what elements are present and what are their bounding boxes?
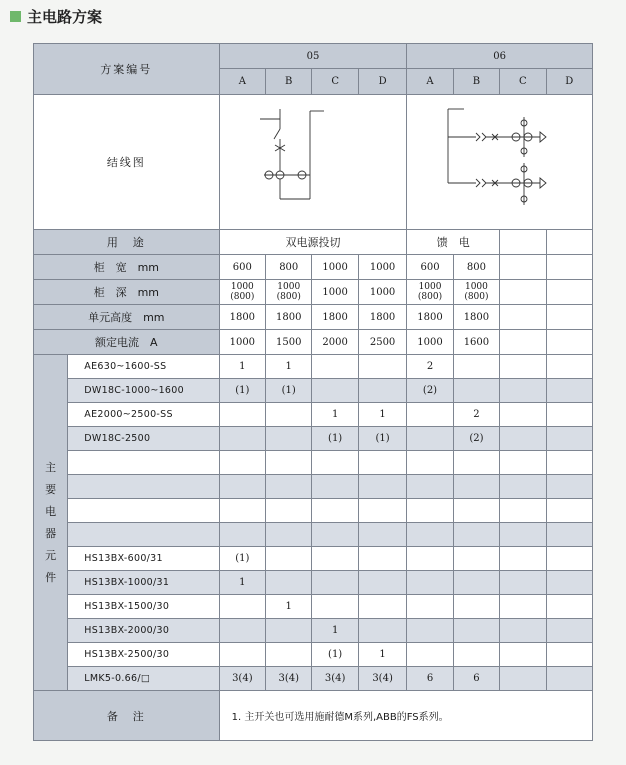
spec-cell-line: (800) — [464, 292, 489, 302]
component-qty — [266, 403, 312, 427]
component-qty — [546, 595, 592, 619]
component-qty — [407, 403, 453, 427]
component-qty: 1 — [312, 619, 358, 643]
feeder-diagram-icon — [408, 101, 592, 221]
component-qty: 1 — [266, 595, 312, 619]
spec-cell — [219, 280, 265, 305]
column-header-05-b: B — [266, 69, 312, 95]
component-qty: 3(4) — [219, 667, 265, 691]
component-qty — [500, 451, 546, 475]
spec-cell — [500, 305, 546, 330]
component-qty — [500, 379, 546, 403]
component-qty — [453, 475, 499, 499]
component-model: LMK5-0.66/□ — [68, 667, 219, 691]
component-qty — [358, 451, 406, 475]
component-qty — [546, 643, 592, 667]
component-model — [68, 475, 219, 499]
component-qty — [266, 643, 312, 667]
spec-cell: 2000 — [312, 330, 358, 355]
component-qty — [453, 619, 499, 643]
component-qty — [453, 547, 499, 571]
spec-cell: 1000 — [312, 255, 358, 280]
component-qty — [500, 403, 546, 427]
spec-cell: 1800 — [266, 305, 312, 330]
component-qty — [500, 643, 546, 667]
component-qty: 2 — [453, 403, 499, 427]
component-qty: 3(4) — [266, 667, 312, 691]
component-qty — [500, 427, 546, 451]
component-qty: 3(4) — [312, 667, 358, 691]
component-qty — [266, 571, 312, 595]
component-qty: (1) — [358, 427, 406, 451]
component-qty: (1) — [312, 427, 358, 451]
component-qty — [358, 523, 406, 547]
wiring-diagram-label: 结线图 — [34, 95, 220, 230]
component-qty — [500, 499, 546, 523]
component-qty — [453, 595, 499, 619]
spec-cell-line: (800) — [417, 292, 443, 302]
wiring-diagram-06 — [407, 95, 593, 230]
column-header-05-d: D — [358, 69, 406, 95]
section-label-char: 电 — [45, 504, 57, 518]
spec-cell: 1800 — [407, 305, 453, 330]
section-label-char: 件 — [45, 570, 57, 584]
spec-cell: 1000 — [407, 330, 453, 355]
column-header-06-d: D — [546, 69, 592, 95]
component-qty — [407, 571, 453, 595]
component-model: HS13BX-1500/30 — [68, 595, 219, 619]
component-qty — [500, 547, 546, 571]
component-model: AE630~1600-SS — [68, 355, 219, 379]
section-label-char: 器 — [45, 526, 57, 540]
remarks-label: 备 注 — [34, 691, 220, 741]
component-qty — [358, 571, 406, 595]
spec-cell — [500, 255, 546, 280]
component-qty — [312, 379, 358, 403]
scheme-number-label: 方案编号 — [34, 44, 220, 95]
spec-cell: 1000 — [358, 280, 406, 305]
component-qty — [500, 475, 546, 499]
spec-cell — [546, 255, 592, 280]
dual-power-switching-diagram-icon — [220, 101, 406, 221]
component-qty — [358, 355, 406, 379]
component-qty — [312, 571, 358, 595]
component-qty — [546, 667, 592, 691]
spec-cell: 800 — [453, 255, 499, 280]
component-qty — [500, 667, 546, 691]
component-qty: 1 — [219, 355, 265, 379]
group-05-header: 05 — [219, 44, 407, 69]
component-qty — [219, 595, 265, 619]
page-title — [10, 4, 102, 28]
components-section-label — [34, 355, 68, 691]
spec-cell: 1800 — [312, 305, 358, 330]
spec-label: 柜 深 mm — [34, 280, 220, 305]
component-model — [68, 451, 219, 475]
component-model: HS13BX-600/31 — [68, 547, 219, 571]
component-qty: 1 — [358, 403, 406, 427]
component-qty — [407, 643, 453, 667]
column-header-06-b: B — [453, 69, 499, 95]
spec-cell — [453, 280, 499, 305]
component-qty — [546, 475, 592, 499]
component-qty: (1) — [312, 643, 358, 667]
spec-cell — [500, 330, 546, 355]
component-qty — [453, 643, 499, 667]
component-model: HS13BX-1000/31 — [68, 571, 219, 595]
spec-cell: 1000 — [312, 280, 358, 305]
component-qty — [453, 451, 499, 475]
component-qty — [407, 619, 453, 643]
component-qty — [546, 451, 592, 475]
component-qty — [219, 643, 265, 667]
spec-cell — [546, 305, 592, 330]
component-qty — [546, 571, 592, 595]
wiring-diagram-05 — [219, 95, 407, 230]
section-label-char: 元 — [45, 548, 57, 562]
spec-cell: 600 — [219, 255, 265, 280]
component-qty — [266, 499, 312, 523]
component-qty — [546, 523, 592, 547]
main-circuit-table — [33, 43, 593, 741]
spec-label: 柜 宽 mm — [34, 255, 220, 280]
component-qty — [546, 619, 592, 643]
component-qty — [358, 475, 406, 499]
group-06-header: 06 — [407, 44, 593, 69]
component-qty — [407, 451, 453, 475]
spec-cell: 800 — [266, 255, 312, 280]
component-qty — [219, 451, 265, 475]
component-model: AE2000~2500-SS — [68, 403, 219, 427]
spec-cell — [266, 280, 312, 305]
component-qty — [266, 427, 312, 451]
component-qty — [453, 499, 499, 523]
component-qty — [407, 475, 453, 499]
component-qty — [407, 499, 453, 523]
spec-cell-line: 1000 — [418, 282, 442, 292]
component-qty — [358, 547, 406, 571]
component-qty — [546, 355, 592, 379]
spec-label: 额定电流 A — [34, 330, 220, 355]
component-qty — [219, 523, 265, 547]
component-qty: 6 — [407, 667, 453, 691]
component-qty — [546, 547, 592, 571]
component-qty — [219, 475, 265, 499]
component-qty — [312, 451, 358, 475]
component-qty — [219, 499, 265, 523]
component-qty — [358, 619, 406, 643]
spec-cell — [500, 280, 546, 305]
component-qty — [312, 475, 358, 499]
component-qty: (1) — [266, 379, 312, 403]
component-qty — [219, 403, 265, 427]
component-qty: 1 — [266, 355, 312, 379]
spec-cell: 1000 — [219, 330, 265, 355]
spec-cell: 2500 — [358, 330, 406, 355]
column-header-06-a: A — [407, 69, 453, 95]
component-qty: 6 — [453, 667, 499, 691]
component-model: DW18C-2500 — [68, 427, 219, 451]
component-qty — [453, 523, 499, 547]
component-model: HS13BX-2000/30 — [68, 619, 219, 643]
component-qty — [407, 595, 453, 619]
component-qty — [358, 379, 406, 403]
component-qty — [312, 499, 358, 523]
component-model — [68, 499, 219, 523]
component-qty — [266, 451, 312, 475]
component-qty — [453, 571, 499, 595]
component-model — [68, 523, 219, 547]
column-header-05-c: C — [312, 69, 358, 95]
section-label-char: 要 — [45, 482, 57, 496]
component-qty: (2) — [407, 379, 453, 403]
component-qty — [407, 427, 453, 451]
spec-cell-line: 1000 — [230, 282, 254, 292]
component-qty: 1 — [312, 403, 358, 427]
component-qty — [219, 619, 265, 643]
component-qty: (1) — [219, 547, 265, 571]
component-qty — [312, 523, 358, 547]
spec-cell: 600 — [407, 255, 453, 280]
component-qty — [312, 595, 358, 619]
usage-label: 用 途 — [34, 230, 220, 255]
title-square-icon — [10, 11, 21, 22]
component-qty: 1 — [358, 643, 406, 667]
component-qty: 2 — [407, 355, 453, 379]
component-qty — [407, 547, 453, 571]
section-label-char: 主 — [45, 460, 57, 474]
component-qty — [500, 595, 546, 619]
spec-cell — [546, 330, 592, 355]
spec-cell — [546, 280, 592, 305]
usage-05: 双电源投切 — [219, 230, 407, 255]
component-qty: 3(4) — [358, 667, 406, 691]
component-qty — [358, 499, 406, 523]
component-qty — [546, 403, 592, 427]
component-qty — [312, 547, 358, 571]
spec-cell-line: (800) — [276, 292, 301, 302]
component-model: HS13BX-2500/30 — [68, 643, 219, 667]
component-qty — [266, 475, 312, 499]
component-qty: 1 — [219, 571, 265, 595]
component-qty — [266, 523, 312, 547]
component-qty — [407, 523, 453, 547]
component-qty — [546, 379, 592, 403]
component-qty — [312, 355, 358, 379]
component-qty — [546, 427, 592, 451]
usage-06: 馈 电 — [407, 230, 500, 255]
component-qty — [266, 547, 312, 571]
component-qty: (2) — [453, 427, 499, 451]
usage-06-d — [546, 230, 592, 255]
column-header-06-c: C — [500, 69, 546, 95]
column-header-05-a: A — [219, 69, 265, 95]
component-qty — [358, 595, 406, 619]
remarks-text: 1. 主开关也可选用施耐德M系列,ABB的FS系列。 — [219, 691, 592, 741]
spec-cell — [407, 280, 453, 305]
component-qty: (1) — [219, 379, 265, 403]
page-title-text: 主电路方案 — [27, 7, 103, 26]
spec-cell: 1800 — [219, 305, 265, 330]
component-qty — [500, 619, 546, 643]
component-qty — [500, 571, 546, 595]
component-qty — [453, 379, 499, 403]
usage-06-c — [500, 230, 546, 255]
component-model: DW18C-1000~1600 — [68, 379, 219, 403]
spec-cell-line: 1000 — [464, 282, 488, 292]
component-qty — [500, 355, 546, 379]
spec-cell: 1500 — [266, 330, 312, 355]
component-qty — [453, 355, 499, 379]
spec-cell: 1800 — [453, 305, 499, 330]
spec-cell: 1600 — [453, 330, 499, 355]
component-qty — [500, 523, 546, 547]
spec-cell-line: 1000 — [277, 282, 301, 292]
component-qty — [546, 499, 592, 523]
spec-label: 单元高度 mm — [34, 305, 220, 330]
spec-cell-line: (800) — [230, 292, 255, 302]
spec-cell: 1800 — [358, 305, 406, 330]
component-qty — [219, 427, 265, 451]
spec-cell: 1000 — [358, 255, 406, 280]
component-qty — [266, 619, 312, 643]
